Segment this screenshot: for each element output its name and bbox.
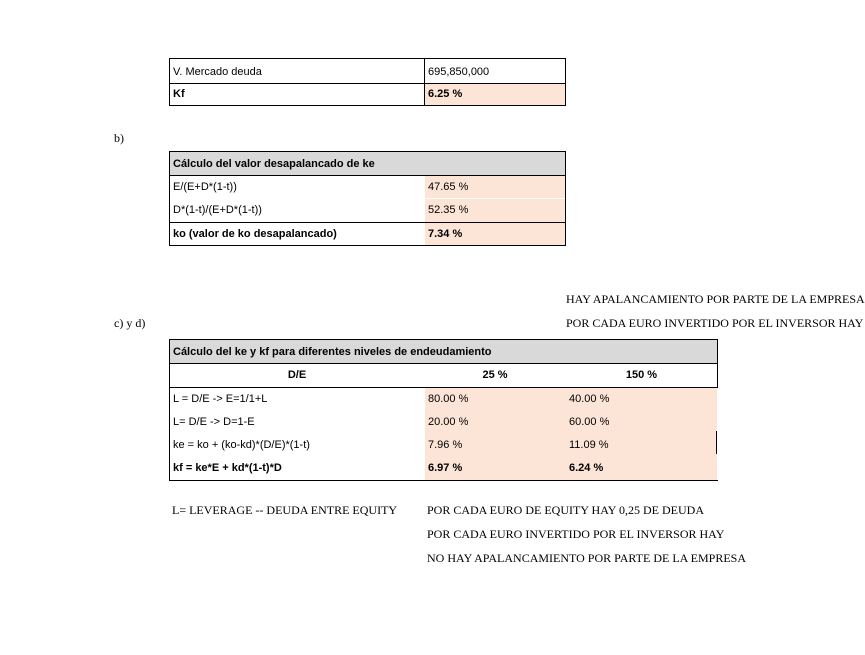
debt-levels-title: Cálculo del ke y kf para diferentes niveles de endeudamiento (170, 340, 717, 363)
de-header-25: 25 % (482, 369, 508, 381)
table-left-border (169, 339, 170, 481)
row-equity-150: 40.00 % (566, 388, 717, 411)
row-equity-25: 80.00 % (425, 388, 566, 411)
bottom-notes-clip (427, 503, 777, 573)
unlevered-ke-title: Cálculo del valor desapalancado de ke (170, 152, 565, 175)
table-right-border (717, 339, 718, 388)
section-b-label: b) (114, 131, 124, 145)
row-equity-label: L = D/E -> E=1/1+L (173, 393, 268, 405)
ko-value: 7.34 % (425, 223, 565, 245)
section-cd-label: c) y d) (114, 316, 146, 330)
leverage-definition: L= LEVERAGE -- DEUDA ENTRE EQUITY (172, 503, 398, 517)
debt-weight-label: D*(1-t)/(E+D*(1-t)) (173, 204, 262, 216)
row-debt-25: 20.00 % (425, 411, 566, 434)
market-debt-value: 695,850,000 (428, 66, 490, 78)
table-right-border-fragment (716, 431, 717, 454)
note-no-leverage: NO HAY APALANCAMIENTO POR PARTE DE LA EMPRESA (427, 551, 747, 565)
table-bottom-border (169, 480, 718, 481)
row-divider (169, 387, 718, 388)
note-per-euro-investor: POR CADA EURO INVERTIDO POR EL INVERSOR HAY (427, 527, 725, 541)
kf-value: 6.25 % (425, 84, 565, 105)
ko-label: ko (valor de ko desapalancado) (173, 228, 337, 240)
leverage-note-clip (172, 503, 427, 523)
debt-weight-value: 52.35 % (425, 199, 565, 222)
row-debt-150: 60.00 % (566, 411, 717, 434)
de-header-label: D/E (287, 369, 307, 381)
row-divider (169, 363, 718, 364)
row-kf-25: 6.97 % (425, 457, 566, 480)
de-header-150: 150 % (625, 369, 658, 381)
row-kf-150: 6.24 % (566, 457, 717, 480)
row-ke-150: 11.09 % (566, 434, 717, 457)
equity-weight-value: 47.65 % (425, 176, 565, 198)
row-debt-label: L= D/E -> D=1-E (173, 416, 255, 428)
equity-weight-label: E/(E+D*(1-t)) (173, 181, 237, 193)
row-kf-label: kf = ke*E + kd*(1-t)*D (173, 462, 282, 474)
note-equity-debt-ratio: POR CADA EURO DE EQUITY HAY 0,25 DE DEUDA (427, 503, 704, 517)
kf-label: Kf (173, 88, 185, 100)
right-notes-clip (566, 292, 865, 332)
row-ke-25: 7.96 % (425, 434, 566, 457)
note-per-euro-invested: POR CADA EURO INVERTIDO POR EL INVERSOR HAY (566, 316, 864, 330)
table-top-border (169, 339, 718, 340)
row-ke-label: ke = ko + (ko-kd)*(D/E)*(1-t) (173, 439, 310, 451)
note-leverage-present: HAY APALANCAMIENTO POR PARTE DE LA EMPRESA (566, 292, 865, 306)
market-debt-label: V. Mercado deuda (173, 66, 262, 78)
